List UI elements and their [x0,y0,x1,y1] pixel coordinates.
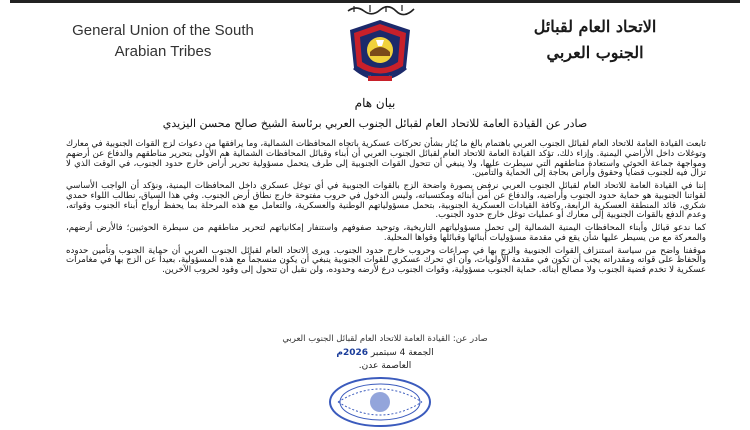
arabic-header [490,14,700,66]
statement-title: بيان هام [354,96,396,110]
english-header-line2: Arabian Tribes [114,43,212,60]
document-page [10,0,740,430]
issuer-line: صادر عن القيادة العامة للاتحاد العام لقبائل الجنوب العربي برئاسة الشيخ صالح محسن اليزيدي [162,117,588,130]
body-paragraph: موقفنا واضح من سياسة استنزاف القوات الجنوبية والزج بها في صراعات وحروب خارج حدود الجنوب. ويرى الاتحاد العام لقبائل الجنوب العربي أن حماية الجنوب وتأمين حدوده والحفاظ على قواته ومقدراته يجب أن تكون في مقدمة الأولويات، وأن أي تحرك عسكري للقوات الجنوبية ينبغي أن يكون منسجماً مع هذه المسؤولية، بعيداً عن الزج بها في مغامرات عسكرية لا تخدم قضية الجنوب ولا مصالح أبنائه. حماية الجنوب مسؤولية، وقوات الجنوب درع لأرضه وحدوده، ولن نقبل أن تتحول إلى وقود لحروب الآخرين. [66,245,706,275]
official-stamp-icon [320,372,440,428]
date-year: 2026م [336,348,369,358]
body-paragraph: تابعت القيادة العامة للاتحاد العام لقبائل الجنوب العربي باهتمام بالغ ما يُثار بشأن تحركات عسكرية باتجاه المحافظات الشمالية، وما يرافقها من دعوات لزج القوات الجنوبية في معارك وتوغلات داخل الأراضي اليمنية. وإزاء ذلك، تؤكد القيادة العامة للاتحاد العام لقبائل الجنوب العربي أن أبناء وقبائل المحافظات الشمالية هم الأولى بتحرير مناطقهم والدفاع عن أرضهم ومواجهة جماعة الحوثي واستعادة مناطقهم التي سيطرت عليها، ولا ينبغي أن تتحول القوات الجنوبية إلى طرف يتحمل مسؤولية تحرير أراض خارج حدود الجنوب، في الوقت الذي لا تزال فيه للجنوب قضايا وحقوق وأراض بحاجة إلى الحماية والتأمين. [66,139,706,179]
body-paragraph: إننا في القيادة العامة للاتحاد العام لقبائل الجنوب العربي نرفض بصورة واضحة الزج بالقوات الجنوبية في أي توغل عسكري داخل المحافظات اليمنية، ونؤكد أن الواجب الأساسي لقواتنا الجنوبية هو حماية حدود الجنوب وأراضيه، والدفاع عن أمن أبنائه ومكتسباته، وليس الدخول في حروب مفتوحة خارج نطاق أرض الجنوب. وفي هذا السياق، نطالب اللواء حمدي شكري، قائد المنطقة العسكرية الرابعة، وكافة القيادات العسكرية الجنوبية، بتحمل مسؤولياتهم الوطنية والعسكرية، والتعامل مع هذه المرحلة بما يحفظ أرواح أبناء الجنوب وقواته، وعدم الدفع بالقوات الجنوبية إلى معارك أو عمليات توغل خارج حدود الجنوب. [66,181,706,221]
signature-date [220,348,550,358]
arabic-header-line1: الاتحاد العام لقبائل [533,17,657,36]
arabic-header-line2: الجنوب العربي [546,43,644,62]
signature-place: العاصمة عدن. [358,361,412,371]
body-paragraph: كما ندعو قبائل وأبناء المحافظات اليمنية الشمالية إلى تحمل مسؤولياتهم التاريخية، وتوحيد صفوفهم واستنفار إمكانياتهم لتحرير مناطقهم من سيطرة الحوثيين؛ فالأرض أرضهم، والمعركة مع من يسيطر عليها شأن يقع في مقدمة مسؤوليات أبنائها وقبائلها وقواها المحلية. [66,223,706,243]
statement-body [66,140,706,279]
english-header-line1: General Union of the South [72,22,254,39]
signature-issuer: صادر عن: القيادة العامة للاتحاد العام لقبائل الجنوب العربي [282,334,488,344]
english-header [38,20,288,62]
union-logo-icon [332,6,428,90]
date-text: الجمعة 4 سبتمبر [370,348,434,358]
